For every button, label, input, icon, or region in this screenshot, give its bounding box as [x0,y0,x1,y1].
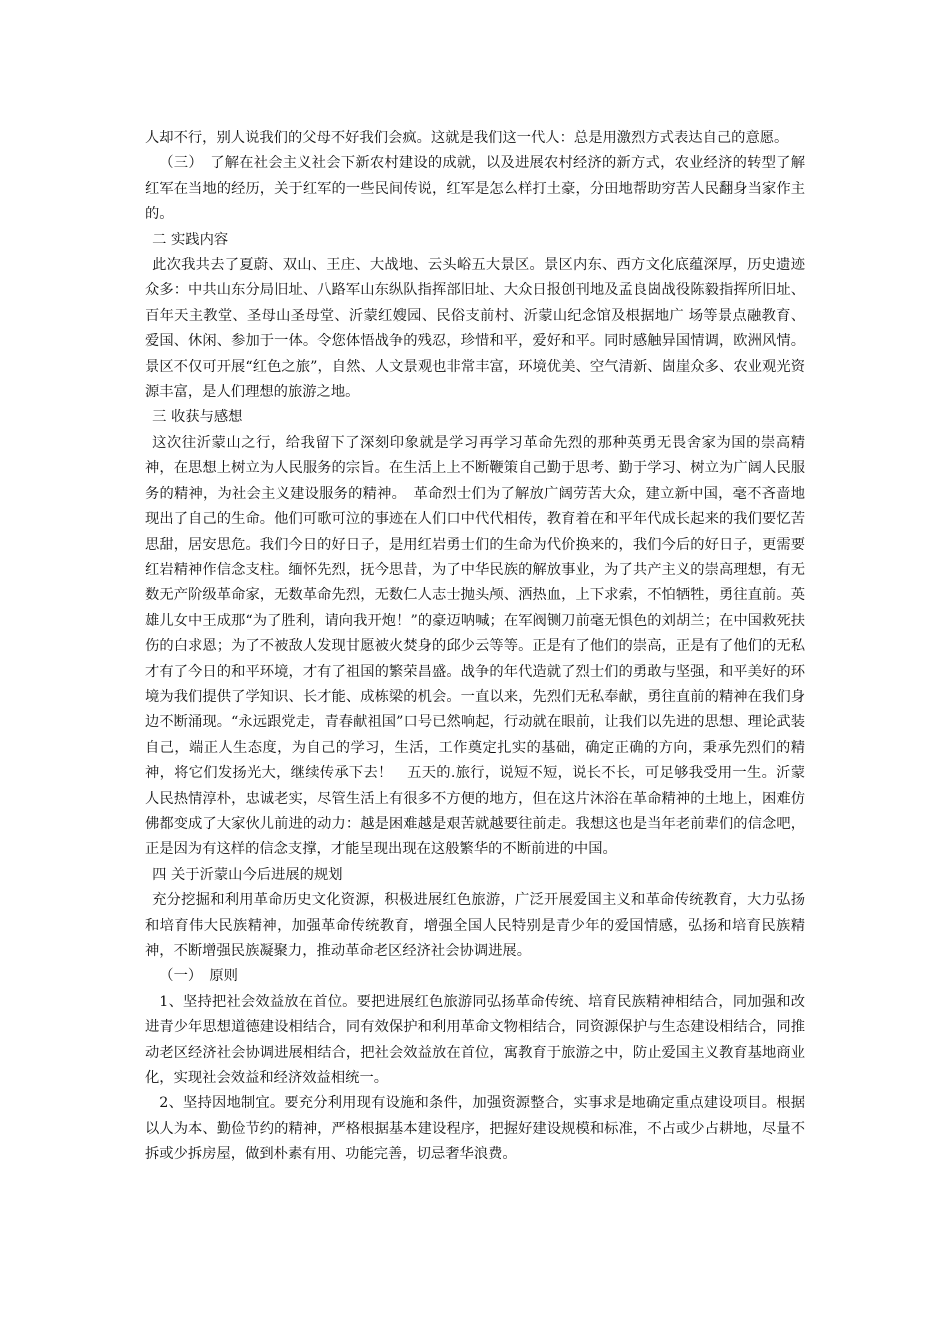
paragraph-practice-content: 此次我共去了夏蔚、双山、王庄、大战地、云头峪五大景区。景区内东、西方文化底蕴深厚，历史遗迹众多：中共山东分局旧址、八路军山东纵队指挥部旧址、大众日报创刊地及孟良崮战役陈毅指挥所旧址、百年天主教堂、圣母山圣母堂、沂蒙红嫂园、民俗支前村、沂蒙山纪念馆及根据地广 场等景点融教育、爱国、休闲、参加于一体。令您体悟战争的残忍，珍惜和平，爱好和平。同时感触异国情调，欧洲风情。景区不仅可开展“红色之旅”，自然、人文景观也非常丰富，环境优美、空气清新、崮崖众多、农业观光资源丰富，是人们理想的旅游之地。 [145,257,805,401]
heading-future-planning: 四 关于沂蒙山今后进展的规划 [152,866,343,883]
paragraph-gains-and-thoughts: 这次往沂蒙山之行，给我留下了深刻印象就是学习再学习革命先烈的那种英勇无畏舍家为国的崇高精神，在思想上树立为人民服务的宗旨。在生活上上不断鞭策自己勤于思考、勤于学习、树立为广阔人民服务的精神，为社会主义建设服务的精神。 革命烈士们为了解放广阔劳苦大众，建立新中国，毫不吝啬地现出了自己的生命。他们可歌可泣的事迹在人们口中代代相传，教育着在和平年代成长起来的我们要忆苦思甜，居安思危。我们今日的好日子，是用红岩勇士们的生命为代价换来的，我们今后的好日子，更需要红岩精神作信念支柱。缅怀先烈，抚今思昔，为了中华民族的解放事业，为了共产主义的崇高理想，有无数无产阶级革命家，无数革命先烈，无数仁人志士抛头颅、洒热血，上下求索，不怕牺牲，勇往直前。英雄儿女中王成那“为了胜利，请向我开炮！”的豪迈呐喊；在军阀铡刀前毫无惧色的刘胡兰；在中国救死扶伤的白求恩；为了不被敌人发现甘愿被火焚身的邱少云等等。正是有了他们的崇高，正是有了他们的无私才有了今日的和平环境，才有了祖国的繁荣昌盛。战争的年代造就了烈士们的勇敢与坚强，和平美好的环境为我们提供了学知识、长才能、成栋梁的机会。一直以来，先烈们无私奉献，勇往直前的精神在我们身边不断涌现。“永远跟党走，青春献祖国”口号已然响起，行动就在眼前，让我们以先进的思想、理论武装自己，端正人生态度，为自己的学习，生活，工作奠定扎实的基础，确定正确的方向，秉承先烈们的精神，将它们发扬光大，继续传承下去！ 五天的.旅行，说短不短，说长不长，可足够我受用一生。沂蒙人民热情淳朴，忠诚老实，尽管生活上有很多不方便的地方，但在这片沐浴在革命精神的土地上，困难仿佛都变成了大家伙儿前进的动力：越是困难越是艰苦就越要往前走。我想这也是当年老前辈们的信念吧，正是因为有这样的信念支撑，才能呈现出现在这般繁华的不断前进的中国。 [145,434,805,858]
paragraph-principle-two: 2、坚持因地制宜。要充分利用现有设施和条件，加强资源整合，实事求是地确定重点建设项目。根据以人为本、勤俭节约的精神，严格根据基本建设程序，把握好建设规模和标准，不占或少占耕地，尽量不拆或少拆房屋，做到朴素有用、功能完善，切忌奢华浪费。 [145,1095,805,1163]
paragraph-section-three-objectives: （三） 了解在社会主义社会下新农村建设的成就，以及进展农村经济的新方式，农业经济的转型了解红军在当地的经历，关于红军的一些民间传说，红军是怎么样打土豪，分田地帮助穷苦人民翻身当家作主的。 [145,155,805,223]
heading-principles: （一） 原则 [159,968,238,985]
paragraph-continuation: 人却不行，别人说我们的父母不好我们会疯。这就是我们这一代人：总是用激烈方式表达自己的意愿。 [145,130,789,146]
heading-practice-content: 二 实践内容 [152,231,229,248]
heading-gains-and-thoughts: 三 收获与感想 [152,409,243,426]
paragraph-principle-one: 1、坚持把社会效益放在首位。要把进展红色旅游同弘扬革命传统、培育民族精神相结合，同加强和改进青少年思想道德建设相结合，同有效保护和利用革命文物相结合，同资源保护与生态建设相结合，同推动老区经济社会协调进展相结合，把社会效益放在首位，寓教育于旅游之中，防止爱国主义教育基地商业化，实现社会效益和经济效益相统一。 [145,993,805,1087]
paragraph-future-planning: 充分挖掘和利用革命历史文化资源，积极进展红色旅游，广泛开展爱国主义和革命传统教育，大力弘扬和培育伟大民族精神，加强革命传统教育，增强全国人民特别是青少年的爱国情感，弘扬和培育民族精神，不断增强民族凝聚力，推动革命老区经济社会协调进展。 [145,892,805,959]
document-body [145,126,805,1168]
